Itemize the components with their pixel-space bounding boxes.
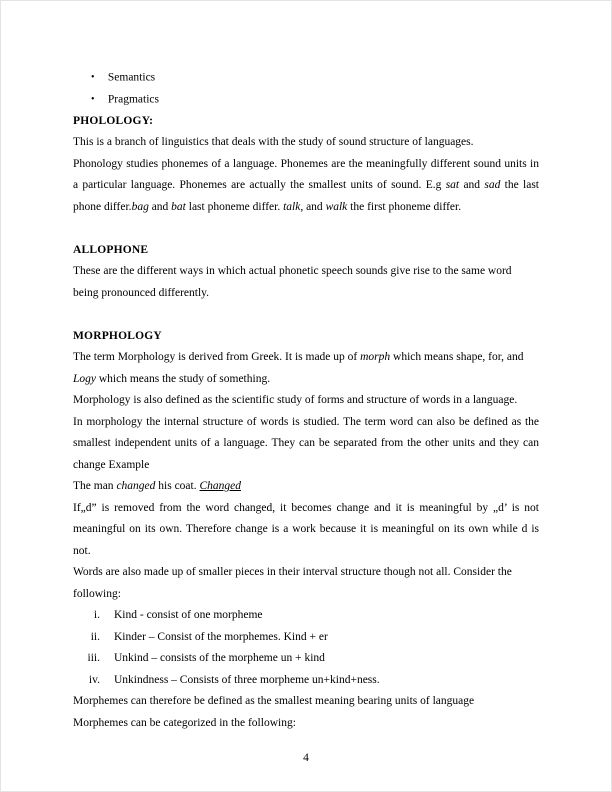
section-heading-morphology: MORPHOLOGY bbox=[73, 329, 162, 342]
bullet-icon: • bbox=[91, 93, 95, 105]
roman-list bbox=[73, 605, 539, 691]
paragraph: The term Morphology is derived from Greek. It is made up of morph which means shape, for, and Logy which means the study of something. bbox=[73, 351, 524, 385]
list-item-text: Unkindness – Consists of three morpheme un+kind+ness. bbox=[114, 673, 380, 686]
paragraph: Morphology is also defined as the scientific study of forms and structure of words in a language. bbox=[73, 394, 518, 407]
list-item bbox=[73, 605, 539, 627]
list-item bbox=[73, 627, 539, 649]
list-item bbox=[73, 89, 539, 111]
list-item-text: Unkind – consists of the morpheme un + kind bbox=[114, 652, 325, 665]
paragraph: This is a branch of linguistics that deals with the study of sound structure of languages. bbox=[73, 136, 474, 149]
list-item-number: iv. bbox=[88, 673, 100, 686]
paragraph: Phonology studies phonemes of a language. Phonemes are the meaningfully different sound units in a particular language. Phonemes are actually the smallest units of sound. E.g sat and sad the last phone differ.bag and bat last phoneme differ. talk, and walk the first phoneme differ. bbox=[73, 157, 539, 213]
paragraph: The man changed his coat. Changed bbox=[73, 480, 242, 493]
list-item-text: Kind - consist of one morpheme bbox=[114, 609, 263, 622]
list-item-text: Kinder – Consist of the morphemes. Kind + er bbox=[114, 630, 328, 643]
paragraph: If„d” is removed from the word changed, it becomes change and it is meaningful by „d’ is not meaningful on its own. Therefore change is a work because it is meaningful on its own while d is not. bbox=[73, 501, 539, 557]
bullet-icon: • bbox=[91, 72, 95, 83]
bullet-list bbox=[73, 67, 539, 111]
list-item-number: iii. bbox=[87, 652, 100, 665]
list-item-number: i. bbox=[93, 609, 100, 622]
paragraph: In morphology the internal structure of words is studied. The term word can also be defined as the smallest independent units of a language. They can be separated from the other units and they can change Example bbox=[73, 415, 539, 471]
list-item-number: ii. bbox=[90, 630, 100, 643]
section-heading-phonology: PHOLOLOGY: bbox=[73, 114, 154, 127]
paragraph: Morphemes can be categorized in the following: bbox=[73, 716, 296, 729]
list-item bbox=[73, 648, 539, 670]
list-item bbox=[73, 67, 539, 89]
page-number: 4 bbox=[303, 751, 309, 764]
paragraph: Morphemes can therefore be defined as the smallest meaning bearing units of language bbox=[73, 695, 475, 708]
bullet-label: Pragmatics bbox=[107, 93, 159, 106]
paragraph: Words are also made up of smaller pieces in their interval structure though not all. Consider the following: bbox=[73, 566, 512, 600]
list-item bbox=[73, 670, 539, 692]
section-heading-allophone: ALLOPHONE bbox=[73, 243, 149, 256]
paragraph: These are the different ways in which actual phonetic speech sounds give rise to the same word being pronounced differently. bbox=[73, 265, 512, 299]
bullet-label: Semantics bbox=[107, 71, 156, 84]
